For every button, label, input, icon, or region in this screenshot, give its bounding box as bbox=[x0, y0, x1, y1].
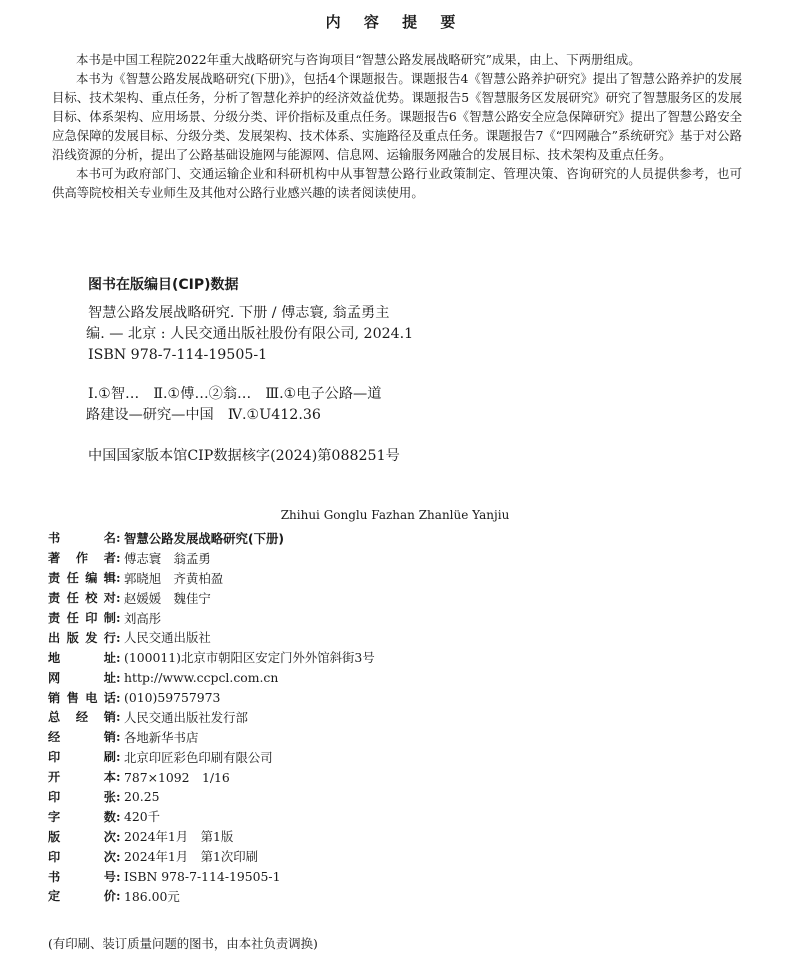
info-label: 著作者 bbox=[48, 551, 116, 566]
info-label: 地址 bbox=[48, 650, 116, 665]
info-row: 书名 : 智慧公路发展战略研究(下册) bbox=[48, 530, 285, 546]
cip-line: Ⅰ.①智… Ⅱ.①傅…②翁… Ⅲ.①电子公路—道 bbox=[88, 386, 382, 402]
summary-paragraph: 本书可为政府部门、交通运输企业和科研机构中从事智慧公路行业政策制定、管理决策、咨询研究的人员提供参考，也可供高等院校相关专业师生及其他对公路行业感兴趣的读者阅读使用。 bbox=[52, 166, 742, 200]
cip-number bbox=[88, 446, 588, 467]
info-label: 印张 bbox=[48, 790, 116, 805]
info-value: (010)59757973 bbox=[124, 689, 221, 705]
info-row: 责任印制 : 刘高彤 bbox=[48, 610, 162, 626]
info-value: 刘高彤 bbox=[124, 610, 162, 626]
info-row: 印张 : 20.25 bbox=[48, 789, 160, 805]
info-value: 傅志寰 翁孟勇 bbox=[124, 550, 211, 566]
info-value: 186.00元 bbox=[124, 888, 180, 904]
info-value: 2024年1月 第1版 bbox=[124, 829, 234, 845]
info-row: 责任编辑 : 郭晓旭 齐黄柏盈 bbox=[48, 570, 224, 586]
info-value: 郭晓旭 齐黄柏盈 bbox=[124, 570, 224, 586]
summary-heading: 内 容 提 要 bbox=[325, 13, 465, 31]
info-row: 开本 : 787×1092 1/16 bbox=[48, 769, 230, 785]
info-label: 责任编辑 bbox=[48, 571, 116, 586]
info-label: 版次 bbox=[48, 829, 116, 844]
info-label: 责任校对 bbox=[48, 591, 116, 606]
cip-classification bbox=[88, 384, 478, 426]
info-row: 出版发行 : 人民交通出版社 bbox=[48, 629, 211, 646]
info-row: 著作者 : 傅志寰 翁孟勇 bbox=[48, 550, 211, 566]
info-label: 定价 bbox=[48, 889, 116, 904]
quality-notice: (有印刷、装订质量问题的图书，由本社负责调换) bbox=[48, 936, 318, 951]
info-row: 地址 : (100011)北京市朝阳区安定门外外馆斜街3号 bbox=[48, 649, 375, 666]
info-value: 人民交通出版社发行部 bbox=[124, 709, 248, 725]
info-label: 字数 bbox=[48, 809, 116, 824]
info-row: 责任校对 : 赵媛媛 魏佳宁 bbox=[48, 590, 211, 606]
info-value: 智慧公路发展战略研究(下册) bbox=[124, 530, 285, 546]
info-value: 787×1092 1/16 bbox=[124, 769, 230, 785]
info-label: 网址 bbox=[48, 670, 116, 685]
info-label: 责任印制 bbox=[48, 611, 116, 625]
cip-record bbox=[88, 303, 478, 366]
info-label: 出版发行 bbox=[48, 630, 116, 645]
info-row: 印次 : 2024年1月 第1次印刷 bbox=[48, 848, 259, 865]
info-label: 印次 bbox=[48, 849, 116, 864]
info-value: 人民交通出版社 bbox=[124, 630, 211, 646]
info-value: 北京印匠彩色印刷有限公司 bbox=[124, 749, 273, 765]
info-row: 经销 : 各地新华书店 bbox=[48, 729, 199, 745]
info-value: 赵媛媛 魏佳宁 bbox=[124, 590, 211, 606]
info-row: 字数 : 420千 bbox=[48, 808, 161, 825]
summary-paragraph: 本书是中国工程院2022年重大战略研究与咨询项目“智慧公路发展战略研究”成果，由上、下两册组成。 bbox=[76, 52, 641, 67]
info-label: 经销 bbox=[48, 730, 116, 745]
cip-line: 智慧公路发展战略研究. 下册 / 傅志寰, 翁孟勇主 bbox=[88, 305, 390, 321]
info-row: 印刷 : 北京印匠彩色印刷有限公司 bbox=[48, 749, 273, 765]
cip-isbn: ISBN 978-7-114-19505-1 bbox=[88, 347, 268, 363]
cip-line: 路建设—研究—中国 Ⅳ.①U412.36 bbox=[86, 407, 321, 423]
info-value: ISBN 978-7-114-19505-1 bbox=[124, 868, 281, 884]
info-row: 网址 : http://www.ccpcl.com.cn bbox=[48, 669, 279, 685]
info-label: 印刷 bbox=[48, 750, 116, 765]
info-row: 书号 : ISBN 978-7-114-19505-1 bbox=[48, 868, 281, 884]
info-value: (100011)北京市朝阳区安定门外外馆斜街3号 bbox=[124, 650, 375, 666]
publication-info bbox=[48, 528, 748, 906]
info-label: 开本 bbox=[48, 770, 116, 785]
info-value: http://www.ccpcl.com.cn bbox=[124, 669, 279, 685]
info-value: 各地新华书店 bbox=[124, 729, 199, 745]
info-value: 420千 bbox=[124, 809, 161, 825]
cip-line: 中国国家版本馆CIP数据核字(2024)第088251号 bbox=[88, 448, 400, 464]
info-label: 总经销 bbox=[48, 710, 116, 725]
summary-paragraph: 本书为《智慧公路发展战略研究(下册)》，包括4个课题报告。课题报告4《智慧公路养护研究》提出了智慧公路养护的发展目标、技术架构、重点任务，分析了智慧化养护的经济效益优势。课题报告5《智慧服务区发展研究》研究了智慧服务区的发展目标、体系架构、应用场景、分级分类、评价指标及重点任务。课题报告6《智慧公路安全应急保障研究》提出了智慧公路安全应急保障的发展目标、分级分类、发展架构、技术体系、实施路径及重点任务。课题报告7《“四网融合”系统研究》基于对公路沿线资源的分析，提出了公路基础设施网与能源网、信息网、运输服务网融合的发展目标、技术架构及重点任务。 bbox=[52, 71, 742, 162]
info-label: 销售电话 bbox=[48, 690, 116, 705]
info-row: 定价 : 186.00元 bbox=[48, 888, 180, 904]
info-label: 书名 bbox=[48, 531, 116, 546]
title-pinyin: Zhihui Gonglu Fazhan Zhanlüe Yanjiu bbox=[280, 508, 510, 522]
info-row: 总经销 : 人民交通出版社发行部 bbox=[48, 709, 248, 725]
info-row: 版次 : 2024年1月 第1版 bbox=[48, 828, 234, 845]
cip-line: 编. — 北京 : 人民交通出版社股份有限公司, 2024.1 bbox=[86, 326, 414, 342]
info-row: 销售电话 : (010)59757973 bbox=[48, 689, 221, 705]
info-label: 书号 bbox=[48, 869, 116, 884]
info-value: 2024年1月 第1次印刷 bbox=[124, 849, 259, 865]
info-value: 20.25 bbox=[124, 789, 160, 805]
cip-title: 图书在版编目(CIP)数据 bbox=[88, 277, 239, 293]
summary-text bbox=[52, 50, 742, 202]
